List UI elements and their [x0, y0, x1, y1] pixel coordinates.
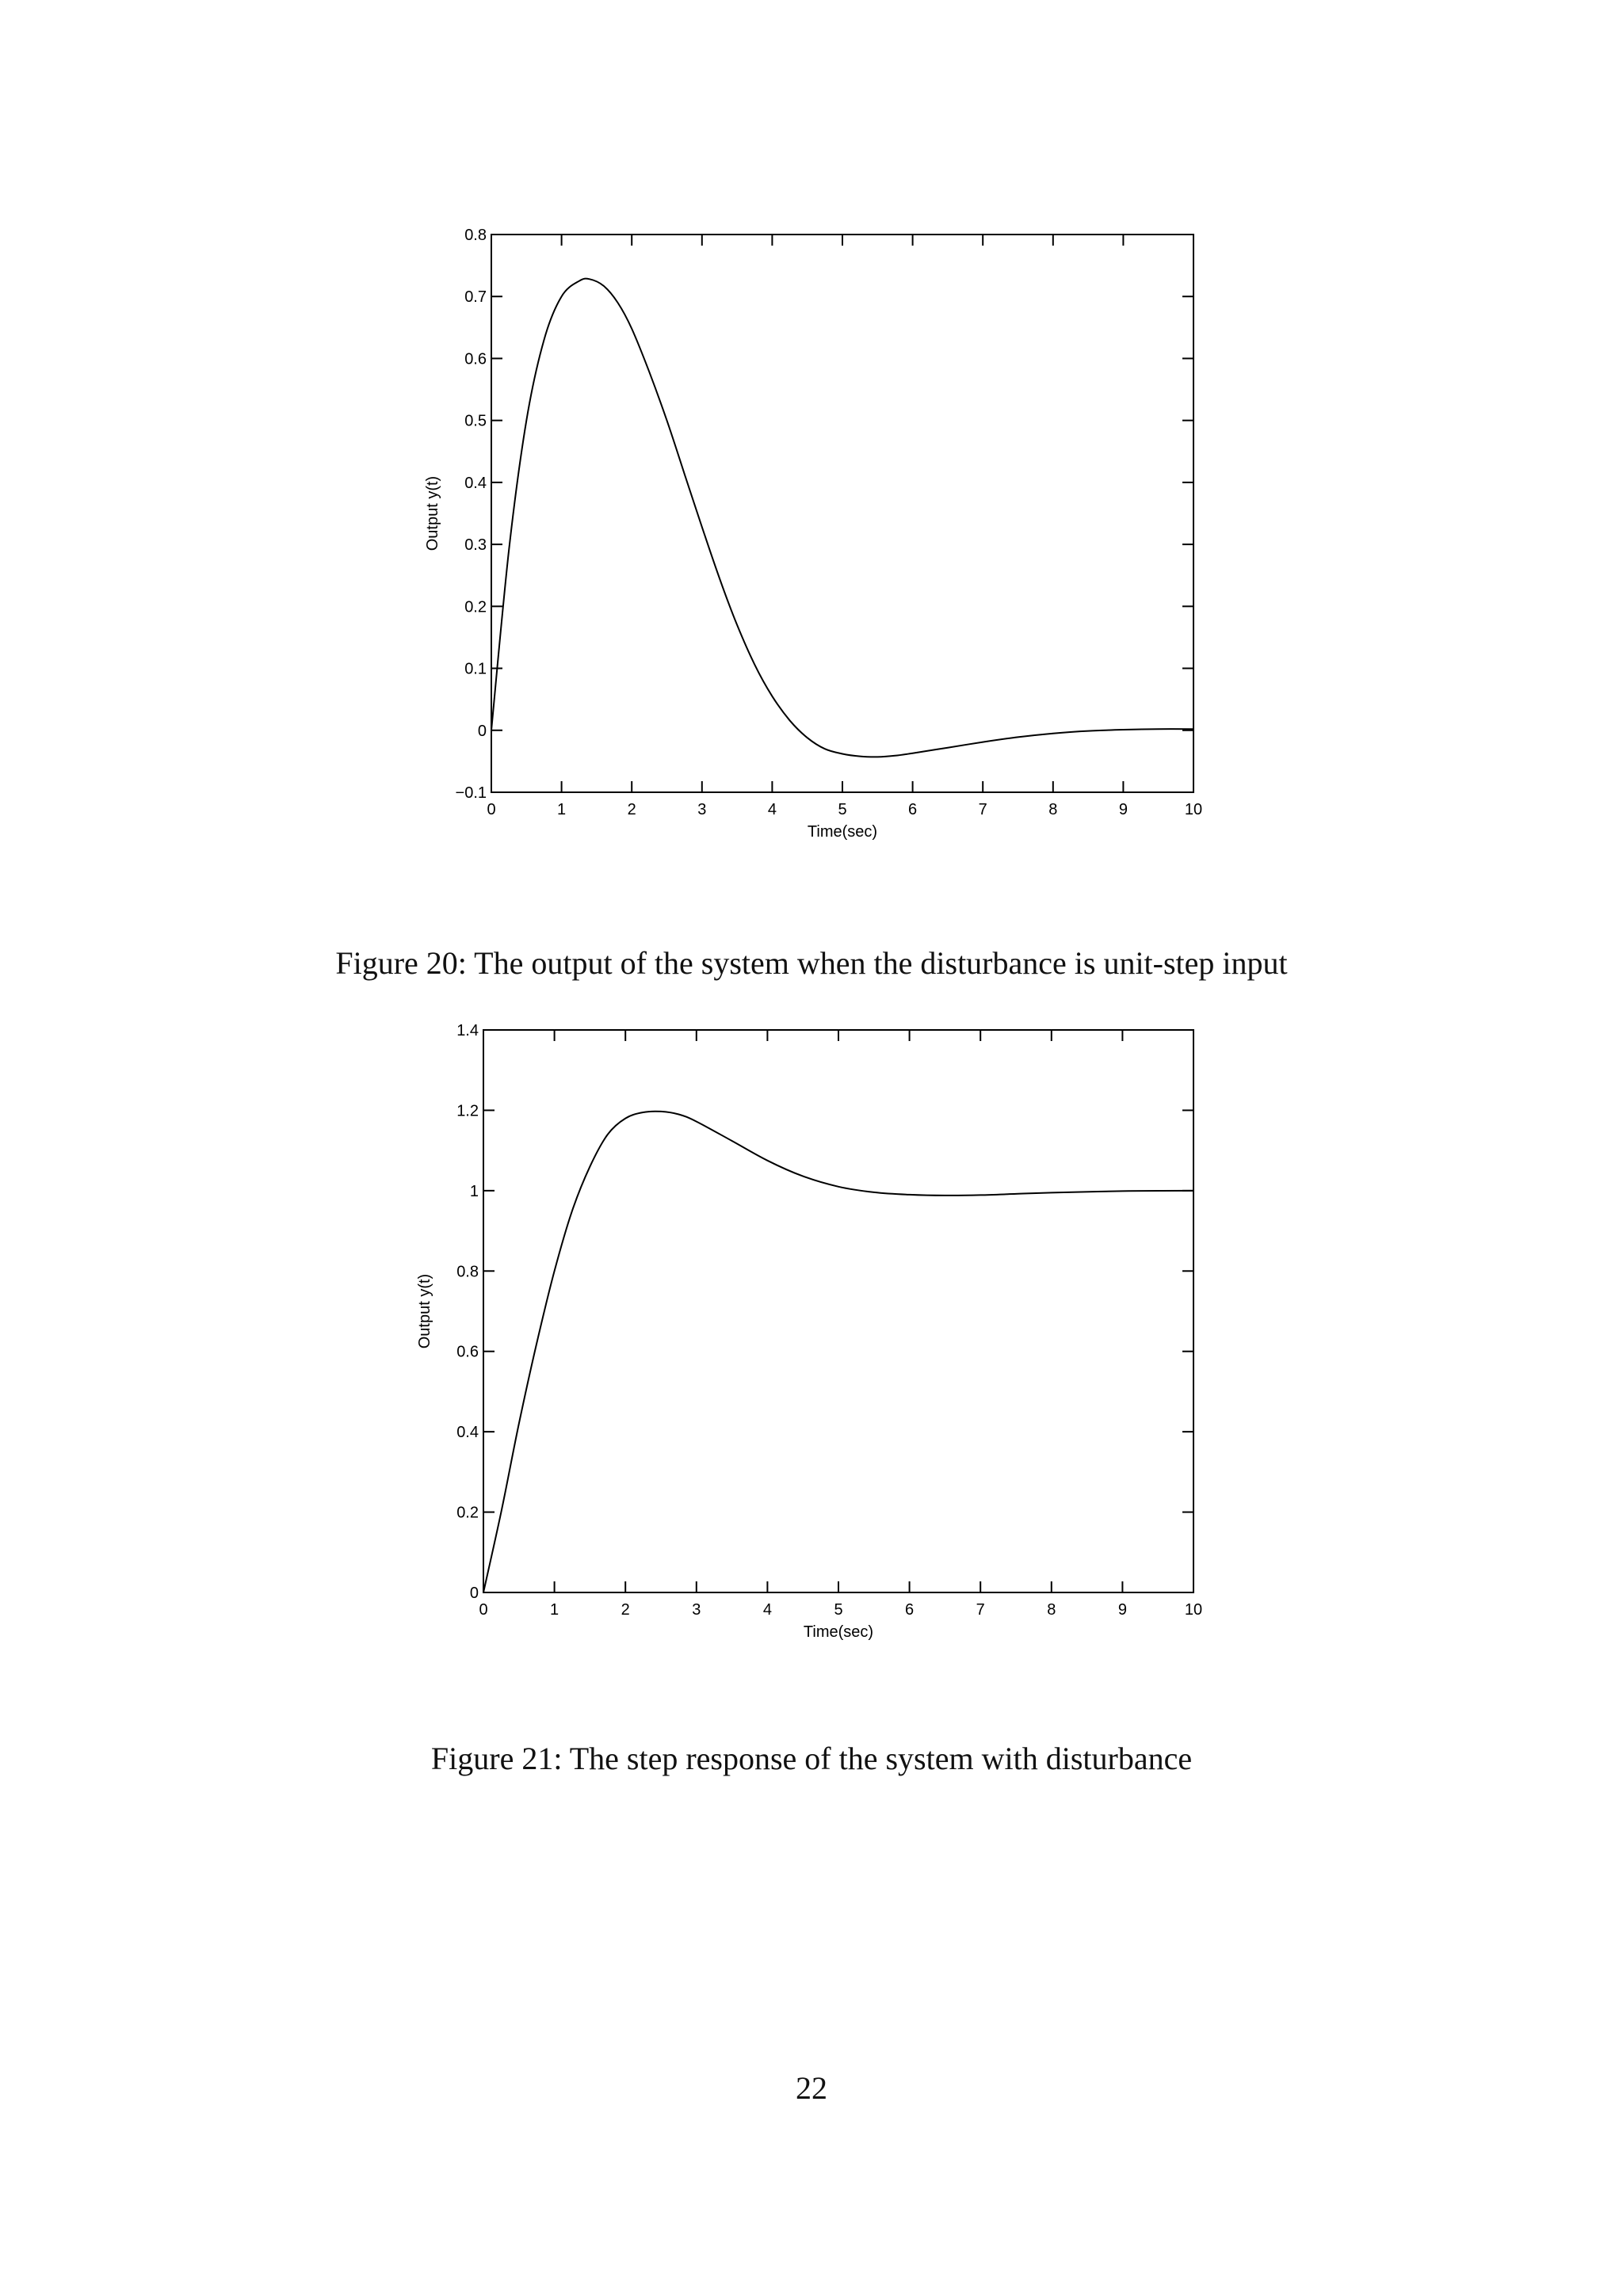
x-tick-label: 3	[697, 801, 707, 818]
plot-frame	[483, 1030, 1193, 1592]
y-tick-label: 0.7	[464, 288, 487, 307]
y-tick-label: 1.4	[456, 1022, 479, 1039]
x-tick-label: 7	[976, 1601, 985, 1619]
x-tick-label: 5	[834, 1601, 843, 1619]
x-tick-label: 4	[762, 1601, 772, 1619]
y-tick-label: 0.4	[464, 474, 487, 492]
y-tick-label: 0.1	[464, 660, 487, 678]
y-tick-label: 0.5	[464, 412, 487, 430]
plot-frame	[491, 235, 1193, 792]
y-tick-label: −0.1	[455, 784, 487, 802]
x-axis-label: Time(sec)	[803, 1623, 874, 1640]
y-tick-label: 1	[469, 1182, 479, 1200]
figure-21-chart	[0, 1006, 1623, 1640]
y-tick-label: 0.8	[456, 1263, 479, 1281]
y-tick-label: 0	[469, 1585, 479, 1602]
x-tick-label: 0	[487, 801, 496, 818]
x-tick-label: 4	[767, 801, 777, 818]
figure-21-caption: Figure 21: The step response of the system with disturbance	[430, 1741, 1193, 1776]
x-tick-label: 3	[692, 1601, 701, 1619]
figure-20-svg	[0, 214, 1623, 848]
x-tick-label: 1	[557, 801, 567, 818]
figure-21-svg	[0, 1006, 1623, 1640]
y-tick-label: 0.6	[464, 350, 487, 368]
x-tick-label: 8	[1047, 1601, 1056, 1619]
series-line	[483, 1112, 1193, 1592]
y-axis-label: Output y(t)	[424, 475, 441, 551]
y-tick-label: 0.4	[456, 1424, 479, 1442]
x-tick-label: 9	[1118, 801, 1128, 818]
x-tick-label: 9	[1117, 1601, 1127, 1619]
x-tick-label: 8	[1048, 801, 1058, 818]
x-tick-label: 10	[1184, 801, 1203, 818]
y-tick-label: 1.2	[456, 1102, 479, 1120]
series-line	[491, 279, 1193, 757]
page-number: 22	[796, 2070, 827, 2106]
x-tick-label: 1	[550, 1601, 559, 1619]
x-tick-label: 7	[978, 801, 987, 818]
figure-20-chart	[0, 214, 1623, 848]
x-tick-label: 2	[627, 801, 636, 818]
x-tick-label: 6	[908, 801, 918, 818]
x-axis-label: Time(sec)	[807, 823, 878, 841]
x-tick-label: 10	[1184, 1601, 1203, 1619]
x-tick-label: 2	[621, 1601, 630, 1619]
y-tick-label: 0.2	[456, 1504, 479, 1522]
y-tick-label: 0	[477, 722, 487, 740]
y-axis-label: Output y(t)	[416, 1273, 433, 1349]
y-tick-label: 0.2	[464, 598, 487, 616]
y-tick-label: 0.3	[464, 536, 487, 555]
x-tick-label: 0	[479, 1601, 488, 1619]
x-tick-label: 6	[905, 1601, 915, 1619]
figure-20-caption: Figure 20: The output of the system when the disturbance is unit-step input	[335, 945, 1288, 981]
y-tick-label: 0.6	[456, 1343, 479, 1361]
y-tick-label: 0.8	[464, 227, 487, 244]
x-tick-label: 5	[838, 801, 847, 818]
